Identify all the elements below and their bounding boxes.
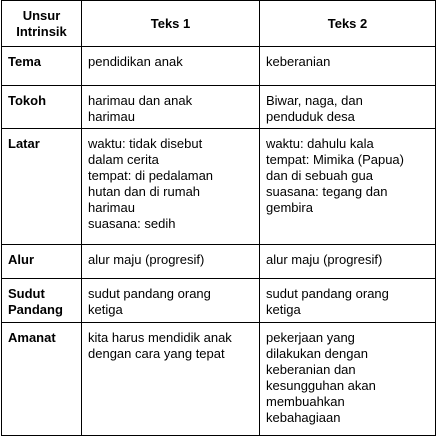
header-teks-1: Teks 1 xyxy=(82,1,260,47)
row-label-amanat: Amanat xyxy=(2,323,82,436)
header-teks-2: Teks 2 xyxy=(260,1,436,47)
cell-teks2-amanat: pekerjaan yang dilakukan dengan keberanian dan kesungguhan akan membuahkan kebahagiaan xyxy=(260,323,436,436)
row-label-tema: Tema xyxy=(2,47,82,86)
row-label-tokoh: Tokoh xyxy=(2,86,82,129)
table-header-row xyxy=(2,1,436,47)
table-row-latar xyxy=(2,129,436,245)
cell-teks2-tokoh: Biwar, naga, dan penduduk desa xyxy=(260,86,436,129)
cell-teks2-sudut-pandang: sudut pandang orang ketiga xyxy=(260,279,436,323)
row-label-sudut-pandang: Sudut Pandang xyxy=(2,279,82,323)
table-row-tema xyxy=(2,47,436,86)
table-row-tokoh xyxy=(2,86,436,129)
header-col1-line: Intrinsik xyxy=(16,23,67,39)
cell-teks1-tokoh: harimau dan anak harimau xyxy=(82,86,260,129)
cell-teks1-alur: alur maju (progresif) xyxy=(82,245,260,279)
header-col1-line: Unsur xyxy=(22,7,61,23)
row-label-latar: Latar xyxy=(2,129,82,245)
table-row-sudut-pandang xyxy=(2,279,436,323)
table-row-amanat xyxy=(2,323,436,436)
cell-teks1-tema: pendidikan anak xyxy=(82,47,260,86)
header-unsur-intrinsik xyxy=(2,1,82,47)
cell-teks2-latar: waktu: dahulu kala tempat: Mimika (Papua) dan di sebuah gua suasana: tegang dan gembira xyxy=(260,129,436,245)
cell-teks2-alur: alur maju (progresif) xyxy=(260,245,436,279)
cell-teks1-latar: waktu: tidak disebut dalam cerita tempat: di pedalaman hutan dan di rumah harimau suasana: sedih xyxy=(82,129,260,245)
cell-teks1-amanat: kita harus mendidik anak dengan cara yang tepat xyxy=(82,323,260,436)
cell-teks1-sudut-pandang: sudut pandang orang ketiga xyxy=(82,279,260,323)
table-row-alur xyxy=(2,245,436,279)
intrinsic-elements-table xyxy=(1,0,436,436)
row-label-alur: Alur xyxy=(2,245,82,279)
cell-teks2-tema: keberanian xyxy=(260,47,436,86)
